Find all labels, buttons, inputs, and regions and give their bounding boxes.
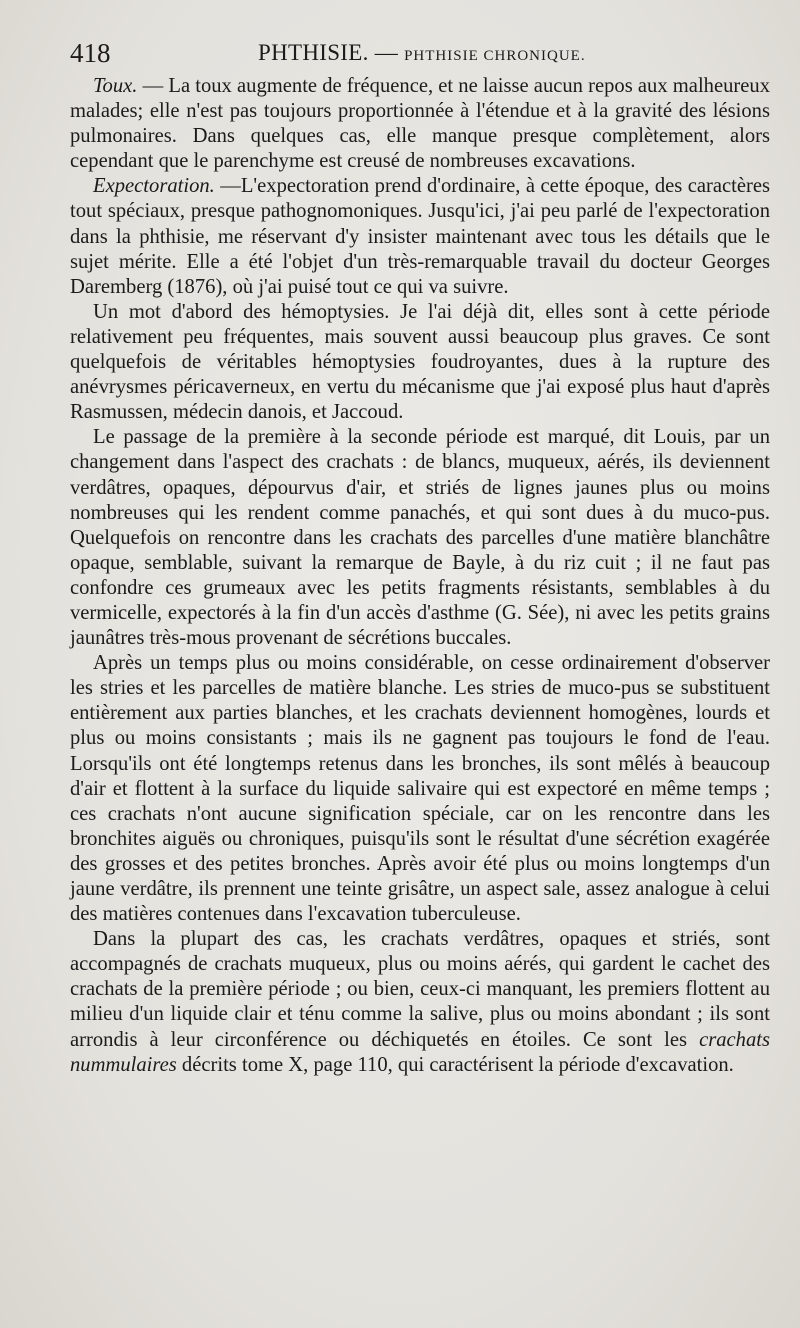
page-number: 418 xyxy=(70,38,111,68)
paragraph-text: Dans la plupart des cas, les crachats verdâtres, opaques et striés, sont accompagnés de crachats muqueux, plus ou moins aérés, qui gardent le cachet des crachats de la première période ; ou bien, ceux-ci manquant, les premiers flottent au milieu d'un liquide clair et ténu comme la salive, plus ou moins abondant ; ils sont arrondis à leur circonférence ou déchiquetés en étoiles. Ce sont les xyxy=(70,928,770,1051)
running-subtitle: PHTHISIE CHRONIQUE. xyxy=(404,48,586,64)
paragraph-expectoration xyxy=(70,174,770,299)
running-title-main: PHTHISIE. — xyxy=(258,40,399,65)
paragraph-text: Le passage de la première à la seconde période est marqué, dit Louis, par un changement dans l'aspect des crachats : de blancs, muqueux, aérés, ils deviennent verdâtres, opaques, dépourvus d'air, et striés de lignes jaunes plus ou moins nombreuses qui les rendent comme panachés, et qui sont dues à du muco-pus. Quelquefois on rencontre dans les crachats des parcelles d'une matière blanchâtre opaque, semblable, suivant la remarque de Bayle, à du riz cuit ; il ne faut pas confondre ces grumeaux avec les petits fragments résistants, semblables à du vermicelle, expectorés à la fin d'un accès d'asthme (G. Sée), ni avec les petits grains jaunâtres très-mous provenant de sécrétions buccales. xyxy=(70,426,770,650)
paragraph-lead: Toux. xyxy=(93,75,138,97)
paragraph-hemoptysies xyxy=(70,300,770,425)
paragraph-passage xyxy=(70,425,770,651)
page-header xyxy=(70,38,770,70)
paragraph-italic: crachats nummulaires xyxy=(70,1028,770,1076)
paragraph-plupart xyxy=(70,927,770,1078)
paragraph-text: Après un temps plus ou moins considérable, on cesse ordinairement d'observer les stries et les parcelles de matière blanche. Les stries de muco-pus se substituent entièrement aux parties blanches, et les crachats deviennent homogènes, lourds et plus ou moins consistants ; mais ils ne gagnent pas toujours le fond de l'eau. Lorsqu'ils ont été longtemps retenus dans les bronches, ils sont mêlés à beaucoup d'air et flottent à la surface du liquide salivaire qui est expectoré en même temps ; ces crachats n'ont aucune signification spéciale, car on les rencontre dans les bronchites aiguës ou chroniques, puisqu'ils sont le résultat d'une sécrétion exagérée des grosses et des petites bronches. Après avoir été plus ou moins longtemps d'un jaune verdâtre, ils prennent une teinte grisâtre, un aspect sale, assez analogue à celui des matières contenues dans l'excavation tuberculeuse. xyxy=(70,652,770,926)
paragraph-lead: Expectoration. xyxy=(93,175,215,198)
paragraph-toux xyxy=(70,74,770,174)
paragraph-tail: décrits tome X, page 110, qui caractérisent la période d'excavation. xyxy=(176,1053,734,1076)
paragraph-text: Un mot d'abord des hémoptysies. Je l'ai déjà dit, elles sont à cette période relativement peu fréquentes, mais souvent aussi beaucoup plus graves. Ce sont quelquefois de véritables hémoptysies foudroyantes, dues à la rupture des anévrysmes péricaverneux, en vertu du mécanisme que j'ai exposé plus haut d'après Rasmussen, médecin danois, et Jaccoud. xyxy=(70,300,770,424)
paragraph-text: — La toux augmente de fréquence, et ne laisse aucun repos aux malheureux malades; elle n'est pas toujours proportionnée à l'étendue et à la gravité des lésions pulmonaires. Dans quelques cas, elle manque presque complètement, alors cependant que le parenchyme est creusé de nombreuses excavations. xyxy=(70,75,770,173)
running-title xyxy=(258,40,586,66)
paragraph-text: —L'expectoration prend d'ordinaire, à cette époque, des caractères tout spéciaux, presque pathognomoniques. Jusqu'ici, j'ai peu parlé de l'expectoration dans la phthisie, me réservant d'y insister maintenant avec tous les détails que le sujet mérite. Elle a été l'objet d'un très-remarquable travail du docteur Georges Daremberg (1876), où j'ai puisé tout ce qui va suivre. xyxy=(70,175,770,298)
body-text xyxy=(70,74,770,1078)
paragraph-apres xyxy=(70,651,770,927)
